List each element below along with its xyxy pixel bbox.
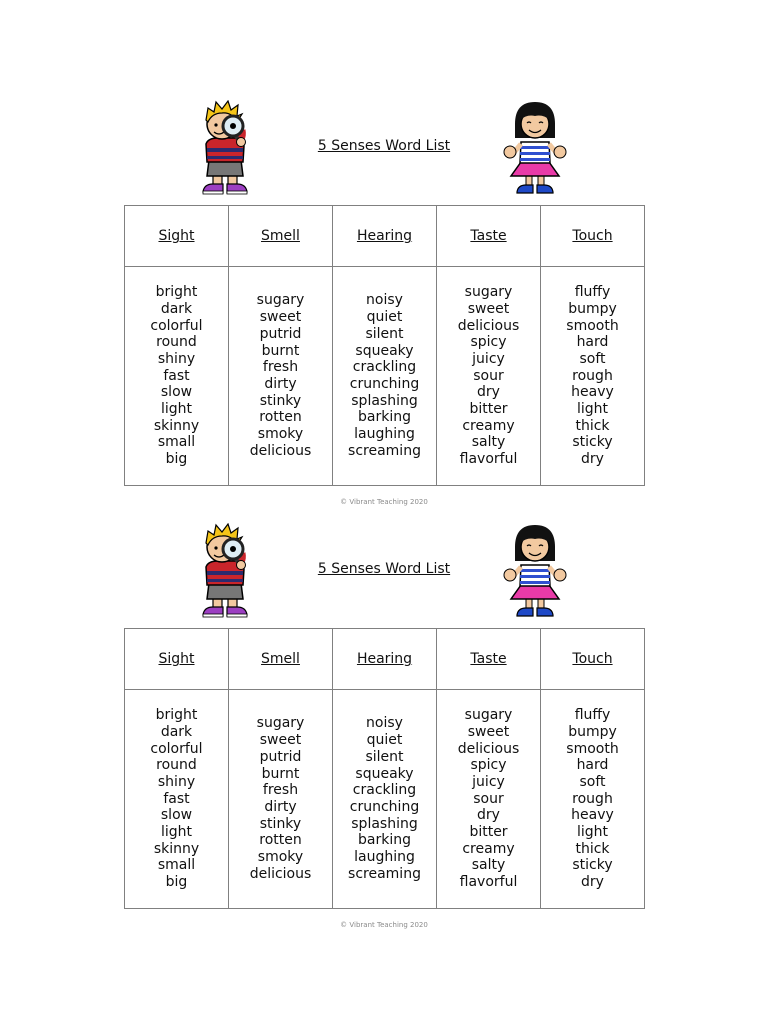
- word: silent: [365, 325, 404, 342]
- word: sugary: [256, 715, 305, 732]
- column-header-sight: Sight: [125, 206, 229, 267]
- word: skinny: [153, 840, 200, 857]
- word: barking: [358, 409, 411, 426]
- word: thick: [575, 840, 610, 857]
- word: noisy: [366, 715, 403, 732]
- word: hard: [576, 757, 609, 774]
- word: crackling: [352, 359, 417, 376]
- word: quiet: [366, 732, 403, 749]
- word: soft: [579, 350, 606, 367]
- word: noisy: [366, 292, 403, 309]
- word: bitter: [469, 401, 508, 418]
- word: bright: [155, 284, 198, 301]
- word-cell-sight: [125, 690, 229, 909]
- word: smooth: [566, 740, 619, 757]
- word-cell-hearing: [333, 690, 437, 909]
- word: smoky: [257, 849, 304, 866]
- word: fluffy: [574, 707, 611, 724]
- word: flavorful: [459, 874, 518, 891]
- word: dry: [581, 874, 604, 891]
- word: crunching: [349, 376, 420, 392]
- page-title: 5 Senses Word List: [317, 138, 451, 154]
- word: squeaky: [355, 342, 414, 359]
- word: small: [157, 434, 196, 451]
- column-header-touch: Touch: [541, 206, 645, 267]
- word: laughing: [354, 849, 415, 866]
- word: sweet: [467, 300, 510, 317]
- word: crunching: [349, 799, 420, 815]
- word: creamy: [462, 840, 515, 857]
- word-cell-hearing: [333, 267, 437, 486]
- word: sugary: [464, 707, 513, 724]
- word: skinny: [153, 417, 200, 434]
- word: round: [156, 757, 197, 774]
- word: delicious: [457, 740, 520, 757]
- word: dirty: [264, 799, 297, 815]
- word-cell-touch: [541, 267, 645, 486]
- word: sweet: [259, 732, 302, 749]
- word: slow: [160, 384, 193, 401]
- word: light: [576, 824, 609, 841]
- word: bumpy: [568, 300, 617, 317]
- girl-waving-icon: [503, 523, 567, 619]
- word: rough: [572, 790, 613, 807]
- page-title: 5 Senses Word List: [317, 561, 451, 577]
- word: stinky: [259, 392, 302, 409]
- column-header-hearing: Hearing: [333, 206, 437, 267]
- word: sweet: [259, 309, 302, 326]
- word: dirty: [264, 376, 297, 392]
- word: smoky: [257, 426, 304, 443]
- word: light: [160, 401, 193, 418]
- word: bumpy: [568, 723, 617, 740]
- word-cell-sight: [125, 267, 229, 486]
- copyright-notice: © Vibrant Teaching 2020: [340, 921, 428, 929]
- column-header-touch: Touch: [541, 629, 645, 690]
- word: delicious: [457, 317, 520, 334]
- word: screaming: [348, 865, 421, 882]
- boy-with-magnifying-glass-icon: [196, 100, 262, 196]
- word: rough: [572, 367, 613, 384]
- word: sweet: [467, 723, 510, 740]
- word: dry: [477, 384, 500, 401]
- word: colorful: [150, 317, 203, 334]
- word: sour: [473, 367, 504, 384]
- word: burnt: [261, 765, 300, 782]
- word: sugary: [256, 292, 305, 309]
- word-list-section-2: [0, 523, 768, 947]
- word-cell-smell: [229, 690, 333, 909]
- word-list-table: [124, 628, 645, 909]
- word: colorful: [150, 740, 203, 757]
- word: shiny: [157, 773, 196, 790]
- word-list-section-1: [0, 100, 768, 524]
- word: bitter: [469, 824, 508, 841]
- word: juicy: [472, 350, 505, 367]
- word: barking: [358, 832, 411, 849]
- word: splashing: [351, 815, 418, 832]
- column-header-taste: Taste: [437, 629, 541, 690]
- word: creamy: [462, 417, 515, 434]
- word: screaming: [348, 442, 421, 459]
- word: small: [157, 857, 196, 874]
- boy-with-magnifying-glass-icon: [196, 523, 262, 619]
- word: splashing: [351, 392, 418, 409]
- word: fresh: [262, 359, 299, 376]
- word: fluffy: [574, 284, 611, 301]
- word: heavy: [571, 807, 614, 824]
- word: light: [576, 401, 609, 418]
- word: heavy: [571, 384, 614, 401]
- word: big: [165, 874, 188, 891]
- word-cell-taste: [437, 690, 541, 909]
- word: fast: [163, 790, 190, 807]
- word: flavorful: [459, 451, 518, 468]
- word: hard: [576, 334, 609, 351]
- word: rotten: [259, 832, 302, 849]
- word: dry: [581, 451, 604, 468]
- word: quiet: [366, 309, 403, 326]
- word: sugary: [464, 284, 513, 301]
- word: spicy: [470, 334, 507, 351]
- word: juicy: [472, 773, 505, 790]
- table-header-row: [125, 206, 645, 267]
- word: putrid: [259, 325, 302, 342]
- word-cell-smell: [229, 267, 333, 486]
- word: rotten: [259, 409, 302, 426]
- column-header-smell: Smell: [229, 629, 333, 690]
- word: spicy: [470, 757, 507, 774]
- word: burnt: [261, 342, 300, 359]
- word: delicious: [249, 865, 312, 882]
- word: salty: [471, 434, 506, 451]
- word: soft: [579, 773, 606, 790]
- column-header-smell: Smell: [229, 206, 333, 267]
- table-header-row: [125, 629, 645, 690]
- word: dry: [477, 807, 500, 824]
- word-list-table: [124, 205, 645, 486]
- word: bright: [155, 707, 198, 724]
- table-words-row: [125, 690, 645, 909]
- word: big: [165, 451, 188, 468]
- word: sticky: [572, 434, 613, 451]
- word: salty: [471, 857, 506, 874]
- column-header-hearing: Hearing: [333, 629, 437, 690]
- word: sticky: [572, 857, 613, 874]
- word: fresh: [262, 782, 299, 799]
- table-words-row: [125, 267, 645, 486]
- word: smooth: [566, 317, 619, 334]
- word: thick: [575, 417, 610, 434]
- column-header-sight: Sight: [125, 629, 229, 690]
- word: round: [156, 334, 197, 351]
- word: delicious: [249, 442, 312, 459]
- word: dark: [160, 723, 193, 740]
- word-cell-taste: [437, 267, 541, 486]
- word-cell-touch: [541, 690, 645, 909]
- word: fast: [163, 367, 190, 384]
- copyright-notice: © Vibrant Teaching 2020: [340, 498, 428, 506]
- word: squeaky: [355, 765, 414, 782]
- word: stinky: [259, 815, 302, 832]
- word: shiny: [157, 350, 196, 367]
- word: light: [160, 824, 193, 841]
- word: slow: [160, 807, 193, 824]
- word: crackling: [352, 782, 417, 799]
- word: sour: [473, 790, 504, 807]
- word: laughing: [354, 426, 415, 443]
- girl-waving-icon: [503, 100, 567, 196]
- word: putrid: [259, 748, 302, 765]
- word: dark: [160, 300, 193, 317]
- word: silent: [365, 748, 404, 765]
- column-header-taste: Taste: [437, 206, 541, 267]
